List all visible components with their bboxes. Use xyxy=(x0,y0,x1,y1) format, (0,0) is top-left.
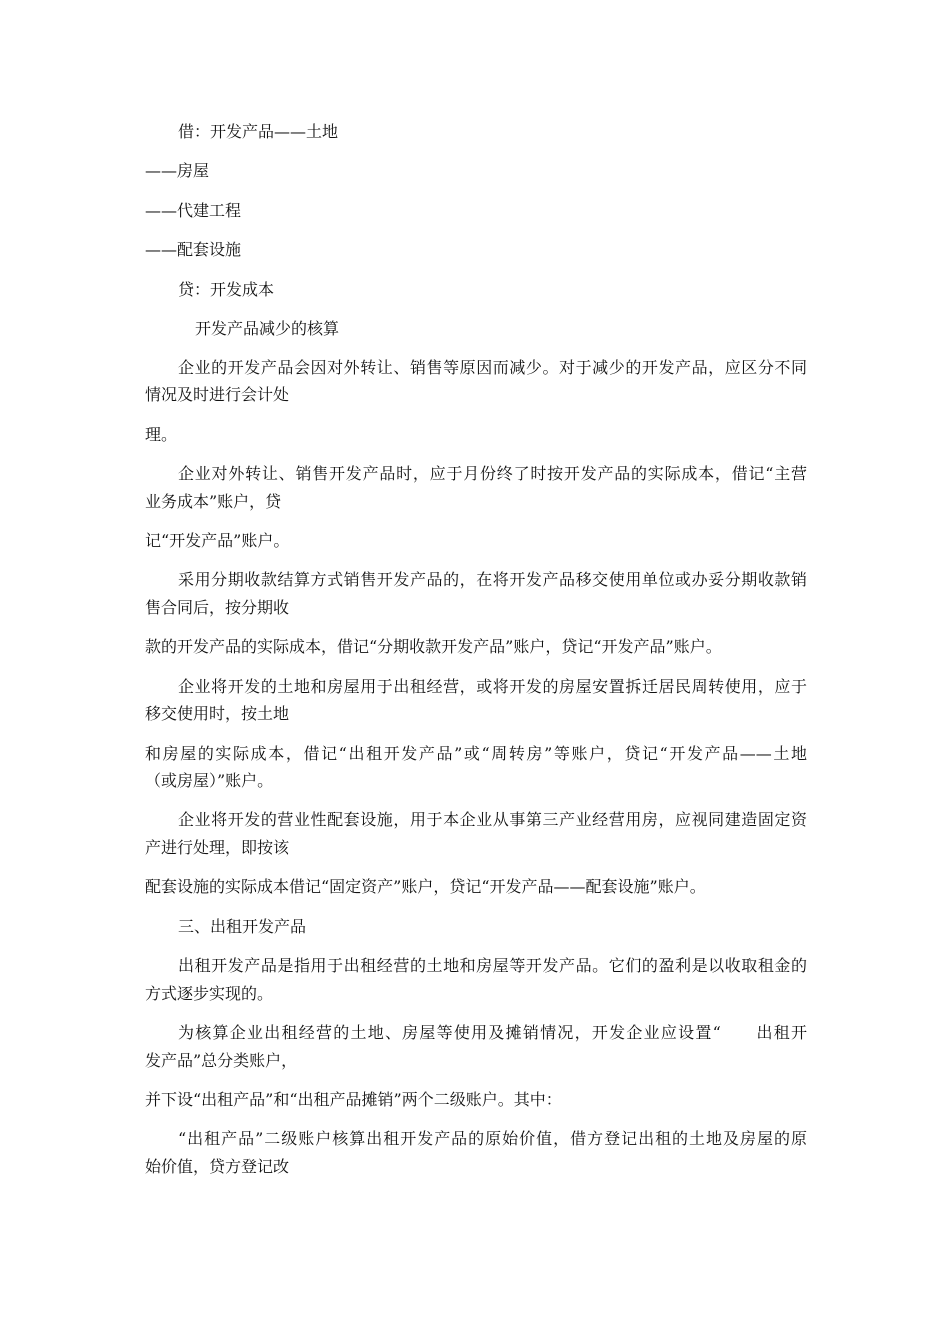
paragraph-line: 企业对外转让、销售开发产品时，应于月份终了时按开发产品的实际成本，借记“主营 xyxy=(178,464,807,483)
paragraph-line: 企业将开发的营业性配套设施，用于本企业从事第三产业经营用房，应视同建造固定资 xyxy=(178,810,807,829)
subaccount-line: ——配套设施 xyxy=(145,240,242,259)
paragraph-line: 产进行处理，即按该 xyxy=(145,838,290,857)
paragraph-line: （或房屋）”账户。 xyxy=(145,771,274,790)
paragraph-line: 售合同后，按分期收 xyxy=(145,598,290,617)
paragraph-line: 理。 xyxy=(145,425,178,444)
credit-line: 贷：开发成本 xyxy=(178,280,275,299)
paragraph-line: 情况及时进行会计处 xyxy=(145,385,290,404)
paragraph-line: 款的开发产品的实际成本，借记“分期收款开发产品”账户，贷记“开发产品”账户。 xyxy=(145,637,722,656)
section-heading: 开发产品减少的核算 xyxy=(195,319,340,338)
paragraph-line: 出租开发产品是指用于出租经营的土地和房屋等开发产品。它们的盈利是以收取租金的 xyxy=(178,956,807,975)
paragraph-line: 并下设“出租产品”和“出租产品摊销”两个二级账户。其中： xyxy=(145,1090,562,1109)
paragraph-line: 始价值，贷方登记改 xyxy=(145,1157,290,1176)
paragraph-line: “出租产品”二级账户核算出租开发产品的原始价值，借方登记出租的土地及房屋的原 xyxy=(178,1129,807,1148)
paragraph-line: 配套设施的实际成本借记“固定资产”账户，贷记“开发产品——配套设施”账户。 xyxy=(145,877,706,896)
subaccount-line: ——房屋 xyxy=(145,161,210,180)
paragraph-line: 方式逐步实现的。 xyxy=(145,984,274,1003)
paragraph-line: 为核算企业出租经营的土地、房屋等使用及摊销情况，开发企业应设置“ 出租开 xyxy=(178,1023,807,1042)
paragraph-line: 企业将开发的土地和房屋用于出租经营，或将开发的房屋安置拆迁居民周转使用，应于 xyxy=(178,677,807,696)
paragraph-line: 记“开发产品”账户。 xyxy=(145,531,290,550)
subaccount-line: ——代建工程 xyxy=(145,201,242,220)
paragraph-line: 和房屋的实际成本，借记“出租开发产品”或“周转房”等账户，贷记“开发产品——土地 xyxy=(145,744,807,763)
debit-line: 借：开发产品——土地 xyxy=(178,122,339,141)
section-heading: 三、出租开发产品 xyxy=(178,917,307,936)
paragraph-line: 发产品”总分类账户， xyxy=(145,1051,298,1070)
paragraph-line: 业务成本”账户，贷 xyxy=(145,492,282,511)
paragraph-line: 企业的开发产品会因对外转让、销售等原因而减少。对于减少的开发产品，应区分不同 xyxy=(178,358,807,377)
paragraph-line: 采用分期收款结算方式销售开发产品的，在将开发产品移交使用单位或办妥分期收款销 xyxy=(178,570,807,589)
paragraph-line: 移交使用时，按土地 xyxy=(145,704,290,723)
